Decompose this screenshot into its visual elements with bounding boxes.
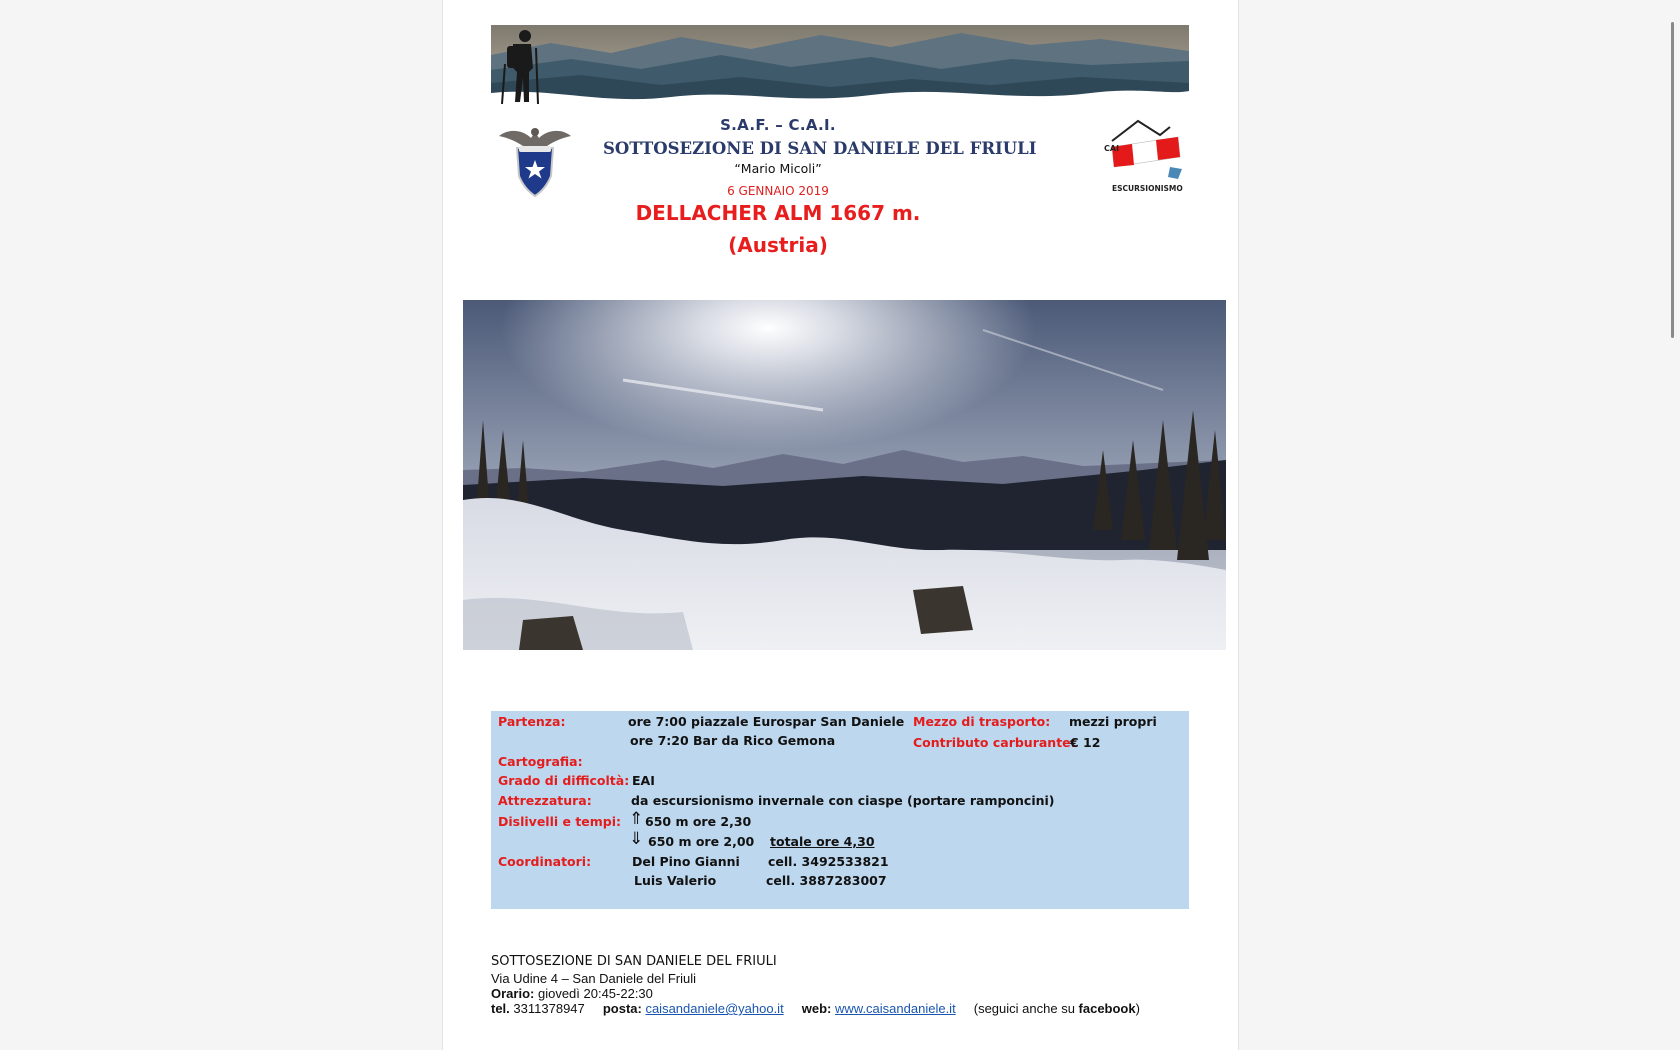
document-page	[442, 0, 1239, 1050]
departure-time-2: ore 7:20 Bar da Rico Gemona	[630, 733, 836, 748]
equipment-value: da escursionismo invernale con ciaspe (portare ramponcini)	[631, 793, 1055, 808]
coordinator-2-name: Luis Valerio	[634, 873, 717, 888]
footer-org-name: SOTTOSEZIONE DI SAN DANIELE DEL FRIULI	[491, 954, 777, 969]
departure-time-1: ore 7:00 piazzale Eurospar San Daniele	[628, 714, 905, 729]
destination-title: DELLACHER ALM 1667 m.	[635, 201, 921, 225]
cai-eagle-logo	[495, 120, 575, 200]
coordinators-label: Coordinatori:	[498, 854, 592, 869]
footer-follow-pre: (seguici anche su	[973, 1001, 1079, 1016]
footer-web-label: web:	[801, 1001, 832, 1016]
mountain-banner-image	[491, 25, 1189, 105]
coordinator-1-name: Del Pino Gianni	[632, 854, 740, 869]
footer-email-link[interactable]: caisandaniele@yahoo.it	[645, 1001, 784, 1016]
footer-hours-label: Orario:	[491, 986, 535, 1001]
fuel-value: € 12	[1070, 735, 1101, 750]
excursion-info-box	[491, 711, 1189, 909]
footer-tel-value: 3311378947	[513, 1001, 585, 1016]
transport-value: mezzi propri	[1069, 714, 1157, 729]
destination-country: (Austria)	[728, 233, 828, 257]
coordinator-2-phone: cell. 3887283007	[766, 873, 887, 888]
footer-address: Via Udine 4 – San Daniele del Friuli	[491, 971, 696, 986]
winter-landscape-photo	[463, 300, 1226, 650]
difficulty-label: Grado di difficoltà:	[498, 773, 630, 788]
total-time: totale ore 4,30	[770, 834, 875, 849]
arrow-down-icon: ⇓	[629, 829, 644, 849]
footer-contacts	[491, 1001, 1140, 1016]
logo-cai-text: CAI	[1104, 144, 1120, 153]
ascent-value: 650 m ore 2,30	[645, 814, 752, 829]
footer-facebook: facebook	[1078, 1001, 1136, 1016]
cai-escursionismo-logo	[1098, 117, 1186, 197]
transport-label: Mezzo di trasporto:	[913, 714, 1051, 729]
footer-website-link[interactable]: www.caisandaniele.it	[835, 1001, 956, 1016]
arrow-up-icon: ⇑	[629, 809, 644, 829]
footer-mail-label: posta:	[602, 1001, 642, 1016]
org-short-name: S.A.F. – C.A.I.	[720, 116, 836, 134]
logo-escursionismo-text: ESCURSIONISMO	[1112, 184, 1183, 193]
footer-hours-value: giovedì 20:45-22:30	[537, 986, 653, 1001]
hiker-silhouette-icon	[499, 28, 541, 104]
coordinator-1-phone: cell. 3492533821	[768, 854, 889, 869]
elevation-label: Dislivelli e tempi:	[498, 814, 622, 829]
vertical-scrollbar[interactable]	[1666, 0, 1680, 1050]
fuel-label: Contributo carburante:	[913, 735, 1076, 750]
dedication: “Mario Micoli”	[734, 161, 822, 176]
scrollbar-thumb[interactable]	[1671, 22, 1674, 338]
difficulty-value: EAI	[632, 773, 655, 788]
descent-value: 650 m ore 2,00	[648, 834, 755, 849]
equipment-label: Attrezzatura:	[498, 793, 592, 808]
footer-hours	[491, 986, 653, 1001]
org-full-name: SOTTOSEZIONE DI SAN DANIELE DEL FRIULI	[603, 139, 1037, 158]
footer-tel-label: tel.	[491, 1001, 510, 1016]
footer-follow-post: )	[1135, 1001, 1140, 1016]
departure-label: Partenza:	[498, 714, 566, 729]
event-date: 6 GENNAIO 2019	[727, 184, 829, 198]
cartography-label: Cartografia:	[498, 754, 583, 769]
